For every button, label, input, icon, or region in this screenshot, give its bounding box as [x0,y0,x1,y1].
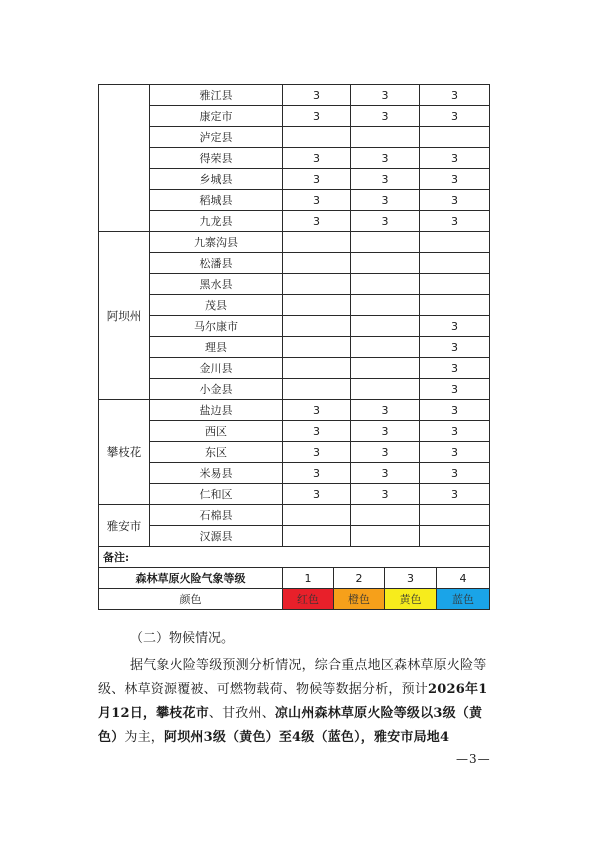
level-number-cell: 1 [283,568,334,589]
paragraph-bold: 2026年1月12日，攀枝花市 [98,682,488,721]
levels-label: 森林草原火险气象等级 [99,568,283,589]
color-swatch-3: 蓝色 [437,589,490,610]
table-row [99,232,490,253]
level-value-cell [351,127,420,148]
level-value-cell: 3 [420,379,490,400]
region-cell: 阿坝州 [99,232,150,400]
level-value-cell: 3 [283,484,351,505]
table-row [99,442,490,463]
level-value-cell: 3 [283,442,351,463]
level-value-cell [283,379,351,400]
level-value-cell [351,526,420,547]
table-row [99,127,490,148]
paragraph-bold: 凉山州森林草原火险等级以3级（黄色） [98,706,483,745]
level-value-cell: 3 [420,337,490,358]
county-cell: 得荣县 [150,148,283,169]
county-cell: 东区 [150,442,283,463]
county-cell: 茂县 [150,295,283,316]
level-value-cell [351,358,420,379]
level-value-cell: 3 [283,190,351,211]
legend-table [98,567,490,610]
level-value-cell: 3 [283,211,351,232]
note-label: 备注: [99,547,490,568]
county-cell: 米易县 [150,463,283,484]
level-value-cell: 3 [420,463,490,484]
county-cell: 小金县 [150,379,283,400]
table-row [99,106,490,127]
county-cell: 石棉县 [150,505,283,526]
county-cell: 松潘县 [150,253,283,274]
table-row [99,190,490,211]
level-value-cell: 3 [351,148,420,169]
level-value-cell [283,274,351,295]
level-value-cell [420,505,490,526]
level-value-cell: 3 [351,169,420,190]
level-number-cell: 2 [334,568,385,589]
level-value-cell [283,253,351,274]
level-value-cell: 3 [351,442,420,463]
level-value-cell: 3 [420,169,490,190]
level-value-cell [283,232,351,253]
table-row [99,484,490,505]
level-value-cell [283,358,351,379]
paragraph-bold: 阿坝州3级（黄色）至4级（蓝色），雅安市局地4 [164,730,450,745]
level-value-cell [420,127,490,148]
county-cell: 西区 [150,421,283,442]
levels-row [99,568,490,589]
level-value-cell: 3 [420,148,490,169]
table-row [99,85,490,106]
level-value-cell [420,526,490,547]
level-value-cell [283,337,351,358]
table-row [99,295,490,316]
level-value-cell: 3 [351,211,420,232]
level-value-cell: 3 [351,421,420,442]
level-value-cell: 3 [420,484,490,505]
county-cell: 马尔康市 [150,316,283,337]
table-row [99,337,490,358]
county-cell: 理县 [150,337,283,358]
level-value-cell [351,253,420,274]
level-value-cell [351,274,420,295]
level-value-cell: 3 [283,463,351,484]
county-cell: 九龙县 [150,211,283,232]
table-row [99,169,490,190]
table-row [99,253,490,274]
level-value-cell: 3 [420,106,490,127]
level-value-cell: 3 [420,190,490,211]
level-value-cell: 3 [283,148,351,169]
level-value-cell [420,232,490,253]
level-value-cell [283,505,351,526]
forecast-paragraph [98,654,490,750]
table-row [99,274,490,295]
region-cell: 攀枝花 [99,400,150,505]
table-row [99,316,490,337]
county-cell: 乡城县 [150,169,283,190]
color-swatch-0: 红色 [283,589,334,610]
level-value-cell: 3 [420,85,490,106]
paragraph-text: 据气象火险等级预测分析情况，综合重点地区森林草原火险等级、林草资源覆被、可燃物载荷、物候等数据分析，预计 [98,658,487,697]
county-cell: 九寨沟县 [150,232,283,253]
level-value-cell: 3 [283,169,351,190]
colors-row [99,589,490,610]
table-row [99,400,490,421]
color-swatch-1: 橙色 [334,589,385,610]
section-heading: （二）物候情况。 [130,631,235,646]
table-row [99,526,490,547]
region-cell [99,85,150,232]
page-number: —3— [456,752,491,766]
level-value-cell [351,505,420,526]
colors-label: 颜色 [99,589,283,610]
level-value-cell [351,379,420,400]
table-row [99,211,490,232]
table-row [99,421,490,442]
fire-risk-table [98,84,490,568]
level-value-cell: 3 [351,85,420,106]
level-value-cell [420,253,490,274]
level-value-cell: 3 [351,190,420,211]
color-swatch-2: 黄色 [385,589,437,610]
level-value-cell: 3 [420,316,490,337]
county-cell: 黑水县 [150,274,283,295]
level-value-cell [351,232,420,253]
level-value-cell: 3 [283,400,351,421]
county-cell: 汉源县 [150,526,283,547]
level-value-cell: 3 [420,442,490,463]
level-value-cell: 3 [283,85,351,106]
note-row [99,547,490,568]
level-value-cell [283,295,351,316]
level-value-cell [351,337,420,358]
region-cell: 雅安市 [99,505,150,547]
level-value-cell [351,295,420,316]
level-value-cell [420,295,490,316]
county-cell: 泸定县 [150,127,283,148]
table-row [99,148,490,169]
level-value-cell [351,316,420,337]
county-cell: 康定市 [150,106,283,127]
level-value-cell: 3 [351,463,420,484]
level-value-cell: 3 [351,400,420,421]
level-number-cell: 4 [437,568,490,589]
level-value-cell: 3 [420,421,490,442]
level-value-cell [283,127,351,148]
table-row [99,358,490,379]
level-value-cell [283,316,351,337]
level-value-cell: 3 [351,106,420,127]
level-value-cell: 3 [283,421,351,442]
level-number-cell: 3 [385,568,437,589]
table-row [99,505,490,526]
paragraph-text: 为主， [124,730,165,745]
level-value-cell: 3 [351,484,420,505]
level-value-cell: 3 [420,400,490,421]
level-value-cell [420,274,490,295]
paragraph-text: 、甘孜州、 [208,706,275,721]
level-value-cell: 3 [420,358,490,379]
county-cell: 盐边县 [150,400,283,421]
county-cell: 雅江县 [150,85,283,106]
level-value-cell [283,526,351,547]
county-cell: 稻城县 [150,190,283,211]
county-cell: 仁和区 [150,484,283,505]
level-value-cell: 3 [420,211,490,232]
table-row [99,379,490,400]
county-cell: 金川县 [150,358,283,379]
level-value-cell: 3 [283,106,351,127]
table-row [99,463,490,484]
